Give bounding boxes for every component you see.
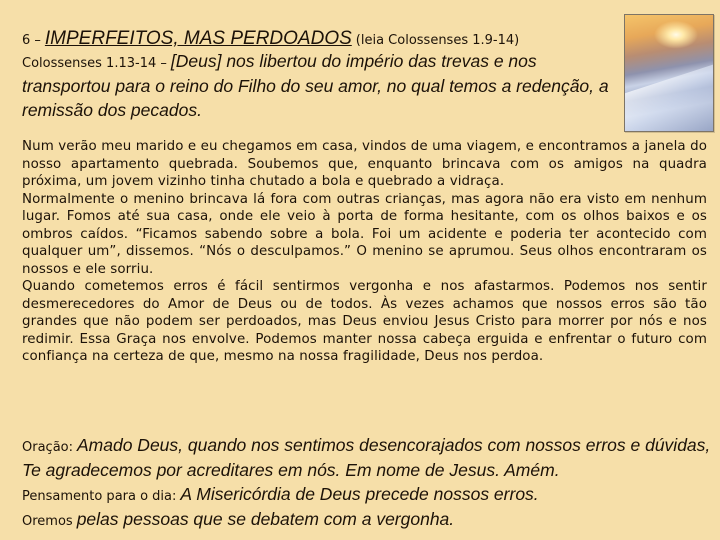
closing-section bbox=[22, 434, 712, 533]
heading-title: IMPERFEITOS, MAS PERDOADOS bbox=[44, 28, 352, 49]
heading-reference: (leia Colossenses 1.9-14) bbox=[355, 33, 520, 48]
prayer bbox=[22, 434, 712, 483]
heading bbox=[22, 28, 612, 50]
pray-label: Oremos bbox=[22, 514, 73, 529]
pray-for bbox=[22, 508, 712, 533]
meditation-text bbox=[22, 138, 707, 366]
verse-reference: Colossenses 1.13-14 – bbox=[22, 56, 167, 71]
thought-for-day bbox=[22, 483, 712, 508]
heading-number: 6 – bbox=[22, 33, 41, 48]
key-verse bbox=[22, 50, 620, 123]
sunset-mountain-image bbox=[624, 14, 714, 132]
prayer-text: Amado Deus, quando nos sentimos desencorajados com nossos erros e dúvidas, Te agradecemos por acreditares em nós. Em nome de Jesus. Amém. bbox=[22, 435, 711, 480]
body-paragraph: Quando cometemos erros é fácil sentirmos vergonha e nos afastarmos. Podemos nos sentir desmerecedores do Amor de Deus ou de todos. Às vezes achamos que nossos erros são tão grandes que não podem ser perdoados, mas Deus enviou Jesus Cristo para morrer por nós e nos redimir. Essa Graça nos envolve. Podemos manter nossa cabeça erguida e enfrentar o futuro com confiança na certeza de que, mesmo na nossa fragilidade, Deus nos perdoa. bbox=[22, 279, 707, 364]
verse-text: [Deus] nos libertou do império das trevas e nos transportou para o reino do Filho do seu amor, no qual temos a redenção, a remissão dos pecados. bbox=[22, 51, 609, 120]
thought-text: A Misericórdia de Deus precede nossos erros. bbox=[180, 484, 539, 504]
prayer-label: Oração: bbox=[22, 440, 73, 455]
body-paragraph: Num verão meu marido e eu chegamos em casa, vindos de uma viagem, e encontramos a janela do nosso apartamento quebrada. Soubemos que, enquanto brincava com os amigos na quadra próxima, um jovem vizinho tinha chutado a bola e quebrado a vidraça. bbox=[22, 139, 707, 189]
snow-ridge bbox=[624, 58, 714, 132]
pray-text: pelas pessoas que se debatem com a vergonha. bbox=[76, 509, 455, 529]
thought-label: Pensamento para o dia: bbox=[22, 489, 177, 504]
body-paragraph: Normalmente o menino brincava lá fora com outras crianças, mas agora não era visto em nenhum lugar. Fomos até sua casa, onde ele veio à porta de forma hesitante, com os olhos baixos e os ombros caídos. “Ficamos sabendo sobre a bola. Foi um acidente e poderia ter acontecido com qualquer um”, dissemos. “Nós o desculpamos.” O menino se aprumou. Seus olhos encontraram os nossos e ele sorriu. bbox=[22, 191, 707, 277]
